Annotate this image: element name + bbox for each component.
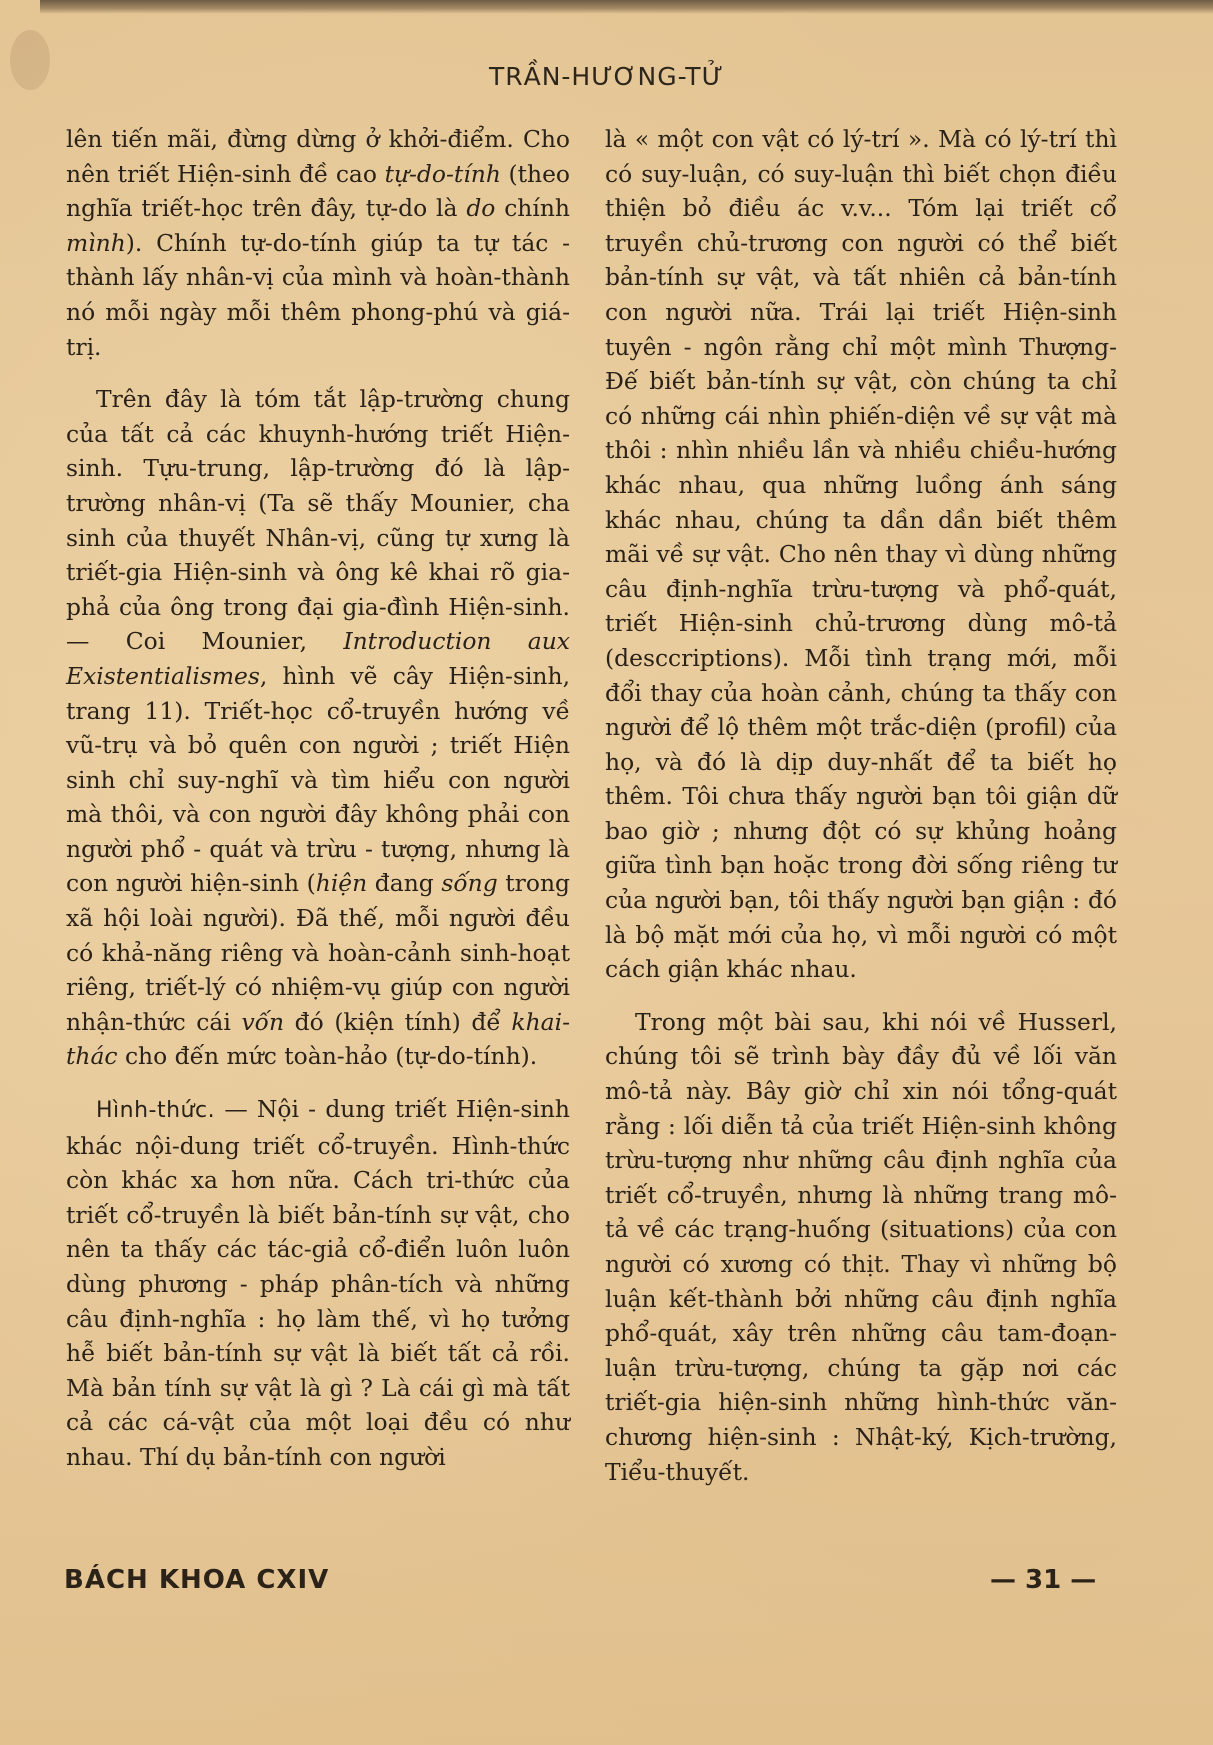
paragraph: Trong một bài sau, khi nói về Husserl, chúng tôi sẽ trình bày đầy đủ về lối văn mô-tả này. Bây giờ chỉ xin nói tổng-quát rằng : lối diễn tả của triết Hiện-sinh không trừu-tượng như những câu định nghĩa của triết cổ-truyền, nhưng là những trang mô-tả về các trạng-huống (situations) của con người có xương có thịt. Thay vì những bộ luận kết-thành bởi những câu định nghĩa phổ-quát, xây trên những câu tam-đoạn-luận trừu-tượng, chúng ta gặp nơi các triết-gia hiện-sinh những hình-thức văn-chương hiện-sinh : Nhật-ký, Kịch-trường, Tiểu-thuyết. (605, 1007, 1117, 1486)
right-column (605, 122, 1117, 1507)
paragraph (66, 1092, 570, 1475)
italic-title: Introduction aux Existentialismes (66, 627, 570, 690)
text: đang (367, 869, 442, 898)
italic-term: hiện (315, 869, 368, 898)
magazine-name: BÁCH KHOA CXIV (64, 1565, 330, 1595)
italic-term: mình (66, 228, 126, 257)
italic-term: sống (441, 869, 498, 898)
text: đó (kiện tính) để (284, 1007, 512, 1036)
text: chính (495, 194, 570, 223)
text: (theo nghĩa triết-học trên đây, tự-do là (66, 159, 571, 223)
running-head: TRẦN-HƯƠNG-TỬ (488, 62, 725, 91)
section-lead: Hình-thức. (96, 1098, 216, 1124)
paragraph (66, 382, 570, 1074)
paper-edge (40, 0, 1213, 14)
paragraph: là « một con vật có lý-trí ». Mà có lý-trí thì có suy-luận, có suy-luận thì biết chọn điều thiện bỏ điều ác v.v... Tóm lại triết cổ truyền chủ-trương con người có thể biết bản-tính sự vật, và tất nhiên cả bản-tính con người nữa. Trái lại triết Hiện-sinh tuyên - ngôn rằng chỉ một mình Thượng-Đế biết bản-tính sự vật, còn chúng ta chỉ có những cái nhìn phiến-diện về sự vật mà thôi : nhìn nhiều lần và nhiều chiều-hướng khác nhau, qua những luồng ánh sáng khác nhau, chúng ta dần dần biết thêm mãi về sự vật. Cho nên thay vì dùng những câu định-nghĩa trừu-tượng và phổ-quát, triết Hiện-sinh chủ-trương dùng mô-tả (desccriptions). Mỗi tình trạng mới, mỗi đổi thay của hoàn cảnh, chúng ta thấy con người để lộ thêm một trắc-diện (profil) của họ, và đó là dịp duy-nhất để ta biết họ thêm. Tôi chưa thấy người bạn tôi giận dữ bao giờ ; nhưng đột có sự khủng hoảng giữa tình bạn hoặc trong đời sống riêng tư của người bạn, tôi thấy người bạn giận : đó là bộ mặt mới của họ, vì mỗi người có một cách giận khác nhau. (605, 125, 1117, 984)
text: Trên đây là tóm tắt lập-trường chung của tất cả các khuynh-hướng triết Hiện-sinh. Tựu-trung, lập-trường đó là lập-trường nhân-vị (Ta sẽ thấy Mounier, cha sinh của thuyết Nhân-vị, cũng tự xưng là triết-gia Hiện-sinh và ông kê khai rõ gia-phả của ông trong đại gia-đình Hiện-sinh. — Coi Mounier, (66, 385, 570, 656)
page-number: — 31 — (990, 1565, 1097, 1595)
text: ). Chính tự-do-tính giúp ta tự tác - thành lấy nhân-vị của mình và hoàn-thành nó mỗi ngày mỗi thêm phong-phú và giá-trị. (66, 228, 570, 361)
text: trong xã hội loài người). Đã thế, mỗi người đều có khả-năng riêng và hoàn-cảnh sinh-hoạt riêng, triết-lý có nhiệm-vụ giúp con người nhận-thức cái (66, 869, 570, 1036)
text: , hình vẽ cây Hiện-sinh, trang 11). Triết-học cổ-truyền hướng về vũ-trụ và bỏ quên con người ; triết Hiện sinh chỉ suy-nghĩ và tìm hiểu con người mà thôi, và con người đây không phải con người phổ - quát và trừu - tượng, nhưng là con người hiện-sinh ( (66, 661, 570, 898)
left-column (66, 122, 570, 1493)
italic-term: do (466, 194, 496, 223)
italic-term: vốn (241, 1007, 285, 1036)
italic-term: khai-thác (66, 1007, 570, 1071)
italic-term: tự-do-tính (384, 159, 501, 188)
text: lên tiến mãi, đừng dừng ở khởi-điểm. Cho nên triết Hiện-sinh đề cao (66, 125, 570, 188)
paragraph (66, 122, 570, 364)
text: — Nội - dung triết Hiện-sinh khác nội-dung triết cổ-truyền. Hình-thức còn khác xa hơn nữa. Cách tri-thức của triết cổ-truyền là biết bản-tính sự vật, cho nên ta thấy các tác-giả cổ-điển luôn luôn dùng phương - pháp phân-tích và những câu định-nghĩa : họ làm thế, vì họ tưởng hễ biết bản-tính sự vật là biết tất cả rồi. Mà bản tính sự vật là gì ? Là cái gì mà tất cả các cá-vật của một loại đều có như nhau. Thí dụ bản-tính con người (66, 1095, 570, 1471)
text: cho đến mức toàn-hảo (tự-do-tính). (117, 1042, 538, 1071)
